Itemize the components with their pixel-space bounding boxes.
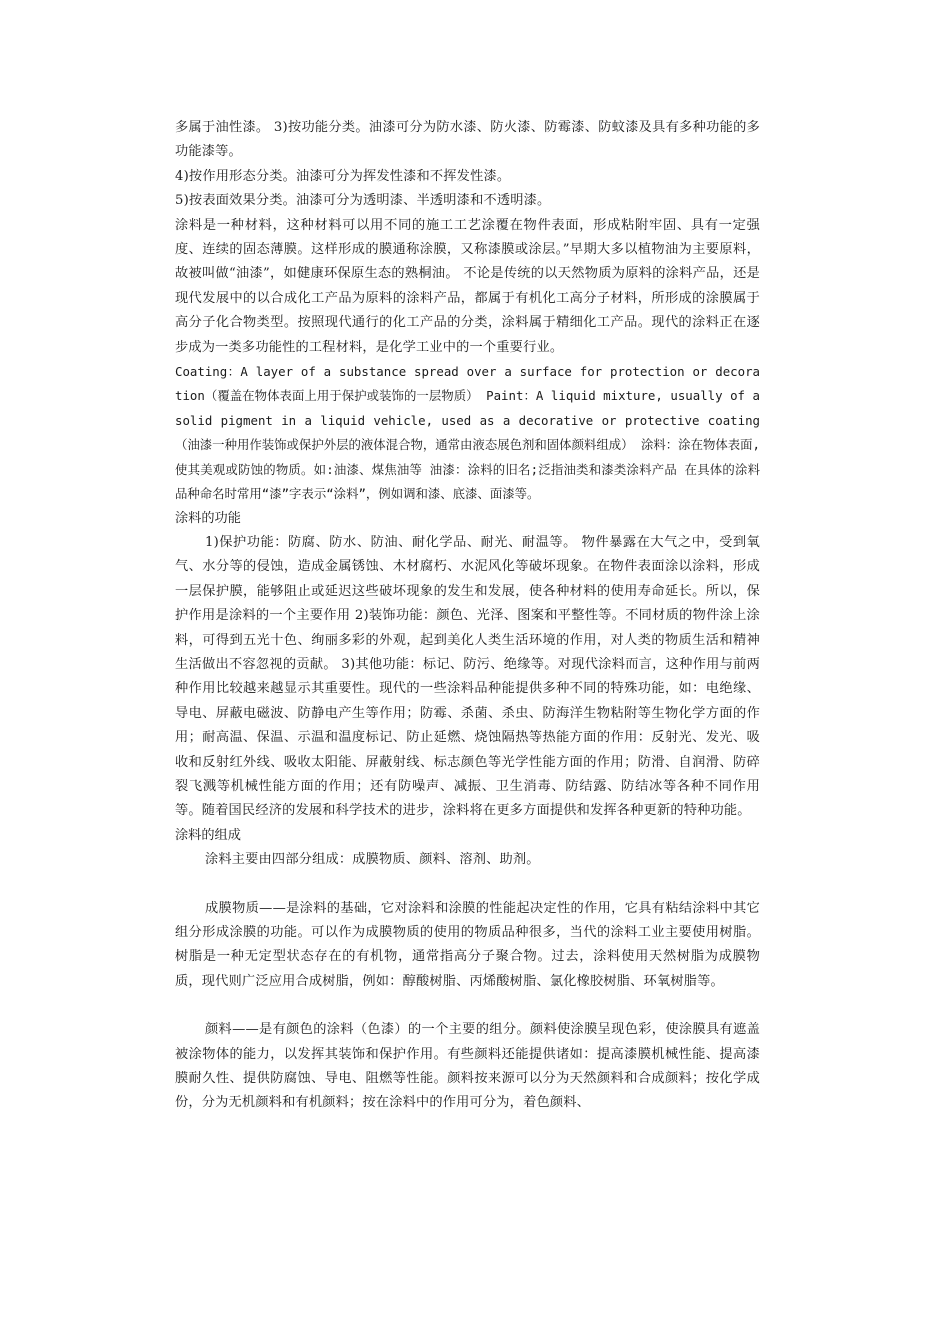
paragraph-form-classification: 4)按作用形态分类。油漆可分为挥发性漆和不挥发性漆。 xyxy=(175,168,511,184)
heading-coating-composition: 涂料的组成 xyxy=(175,827,241,843)
paragraph-gap xyxy=(175,873,760,897)
paragraph-film-forming-substance: 成膜物质——是涂料的基础，它对涂料和涂膜的性能起决定性的作用，它具有粘结涂料中其它组分形成涂膜的功能。可以作为成膜物质的使用的物质品种很多，当代的涂料工业主要使用树脂。树脂是一种无定型状态存在的有机物，通常指高分子聚合物。过去，涂料使用天然树脂为成膜物质，现代则广泛应用合成树脂，例如：醇酸树脂、丙烯酸树脂、氯化橡胶树脂、环氧树脂等。 xyxy=(175,900,760,989)
paragraph-functions-detail: 1)保护功能：防腐、防水、防油、耐化学品、耐光、耐温等。 物件暴露在大气之中，受到氧气、水分等的侵蚀，造成金属锈蚀、木材腐朽、水泥风化等破坏现象。在物件表面涂以涂料，形成一层保护膜，能够阻止或延迟这些破坏现象的发生和发展，使各种材料的使用寿命延长。所以，保护作用是涂料的一个主要作用 2)装饰功能：颜色、光泽、图案和平整性等。不同材质的物件涂上涂料，可得到五光十色、绚丽多彩的外观，起到美化人类生活环境的作用，对人类的物质生活和精神生活做出不容忽视的贡献。 3)其他功能：标记、防污、绝缘等。对现代涂料而言，这种作用与前两种作用比较越来越显示其重要性。现代的一些涂料品种能提供多种不同的特殊功能，如：电绝缘、导电、屏蔽电磁波、防静电产生等作用；防霉、杀菌、杀虫、防海洋生物粘附等生物化学方面的作用；耐高温、保温、示温和温度标记、防止延燃、烧蚀隔热等热能方面的作用：反射光、发光、吸收和反射红外线、吸收太阳能、屏蔽射线、标志颜色等光学性能方面的作用；防滑、自润滑、防碎裂飞溅等机械性能方面的作用；还有防噪声、减振、卫生消毒、防结露、防结冰等各种不同作用等。随着国民经济的发展和科学技术的进步，涂料将在更多方面提供和发挥各种更新的特种功能。 xyxy=(175,534,760,819)
paragraph-function-classification: 多属于油性漆。 3)按功能分类。油漆可分为防水漆、防火漆、防霉漆、防蚊漆及具有多种功能的多功能漆等。 xyxy=(175,120,760,160)
paragraph-surface-classification: 5)按表面效果分类。油漆可分为透明漆、半透明漆和不透明漆。 xyxy=(175,193,551,209)
paragraph-pigment: 颜料——是有颜色的涂料（色漆）的一个主要的组分。颜料使涂膜呈现色彩，使涂膜具有遮盖被涂物体的能力，以发挥其装饰和保护作用。有些颜料还能提供诸如：提高漆膜机械性能、提高漆膜耐久性、提供防腐蚀、导电、阻燃等性能。颜料按来源可以分为天然颜料和合成颜料；按化学成份，分为无机颜料和有机颜料；按在涂料中的作用可分为，着色颜料、 xyxy=(175,1022,760,1111)
paragraph-bilingual-definitions: Coating：A layer of a substance spread over a surface for protection or decoration（覆盖在物体表面上用于保护或装饰的一层物质） Paint：A liquid mixture, usually of a solid pigment in a liquid vehicle, used as a decorative or protective coating（油漆一种用作装饰或保护外层的液体混合物，通常由液态展色剂和固体颜料组成） 涂料：涂在物体表面,使其美观或防蚀的物质。如:油漆、煤焦油等 油漆：涂料的旧名;泛指油类和漆类涂料产品 在具体的涂料品种命名时常用“漆”字表示“涂料”，例如调和漆、底漆、面漆等。 xyxy=(175,364,760,502)
paragraph-composition-summary: 涂料主要由四部分组成：成膜物质、颜料、溶剂、助剂。 xyxy=(205,852,540,868)
document-page xyxy=(175,116,760,1116)
paragraph-gap xyxy=(175,994,760,1018)
heading-coating-functions: 涂料的功能 xyxy=(175,510,241,526)
paragraph-coating-definition: 涂料是一种材料，这种材料可以用不同的施工工艺涂覆在物件表面，形成粘附牢固、具有一定强度、连续的固态薄膜。这样形成的膜通称涂膜，又称漆膜或涂层。”早期大多以植物油为主要原料，故被叫做“油漆”，如健康环保原生态的熟桐油。 不论是传统的以天然物质为原料的涂料产品，还是现代发展中的以合成化工产品为原料的涂料产品，都属于有机化工高分子材料，所形成的涂膜属于高分子化合物类型。按照现代通行的化工产品的分类，涂料属于精细化工产品。现代的涂料正在逐步成为一类多功能性的工程材料，是化学工业中的一个重要行业。 xyxy=(175,217,760,355)
